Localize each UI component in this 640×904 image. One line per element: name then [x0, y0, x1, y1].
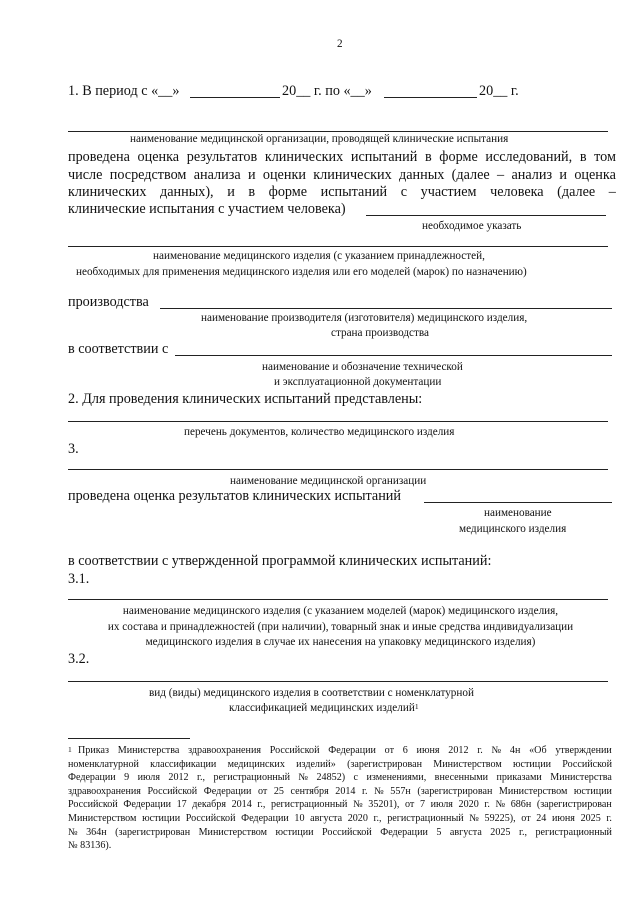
para1-line2: числе посредством анализа и оценки клинических данных (далее – анализ и оценка	[68, 167, 616, 183]
caption-org-trials: наименование медицинской организации, проводящей клинические испытания	[130, 133, 509, 145]
caption-manufacturer-2: страна производства	[331, 327, 430, 339]
period-middle: 20__ г. по «__»	[282, 83, 372, 99]
caption-3-1-2: их состава и принадлежностей (при наличии), товарный знак и иные средства индивидуализации	[107, 621, 574, 633]
footnote-line8: № 83136).	[68, 840, 112, 852]
assessment-blank[interactable]	[424, 502, 612, 503]
item-2-blank[interactable]	[68, 421, 608, 422]
footnote-separator	[68, 738, 190, 739]
specify-blank[interactable]	[366, 215, 606, 216]
caption-list: перечень документов, количество медицинского изделия	[184, 426, 455, 438]
caption-docs-2: и эксплуатационной документации	[274, 376, 442, 388]
footnote-line2: номенклатурной классификации медицинских изделий» (зарегистрирован Министерством юстиции Российской	[68, 758, 612, 770]
period-end-blank[interactable]	[384, 97, 477, 98]
caption-docs-1: наименование и обозначение технической	[262, 361, 463, 373]
item-2-heading: 2. Для проведения клинических испытаний представлены:	[68, 391, 423, 407]
para1-line4: клинические испытания с участием человека)	[68, 201, 346, 217]
footnote-line7: № 364н (зарегистрирован Министерством юстиции Российской Федерации 5 августа 2025 г., регистрационный	[68, 826, 612, 838]
footnote-line5: Российской Федерации 17 декабря 2014 г., регистрационный № 35201), от 7 июля 2020 г. № 686н (зарегистрирован	[68, 799, 612, 811]
caption-device-1: наименование медицинского изделия (с указанием принадлежностей,	[153, 250, 485, 262]
page-number: 2	[337, 38, 343, 50]
caption-must-specify: необходимое указать	[422, 220, 522, 232]
caption-manufacturer-1: наименование производителя (изготовителя) медицинского изделия,	[201, 312, 528, 324]
caption-3-2-2: классификацией медицинских изделий$^1$	[229, 702, 419, 714]
item-3-2-blank[interactable]	[68, 681, 608, 682]
footnote-line1: Приказ Министерства здравоохранения Российской Федерации от 6 июня 2012 г. № 4н «Об утверждении	[78, 745, 612, 756]
caption-name-2: медицинского изделия	[459, 523, 567, 535]
footnote-line4: здравоохранения Российской Федерации от 25 сентября 2014 г. № 557н (зарегистрирован Министерством юстиции	[68, 785, 612, 797]
footnote-marker: 1	[68, 745, 72, 754]
item-3-org-blank[interactable]	[68, 469, 608, 470]
caption-3-1-1: наименование медицинского изделия (с указанием моделей (марок) медицинского изделия,	[122, 605, 559, 617]
caption-3-1-3: медицинского изделия в случае их нанесения на упаковку медицинского изделия)	[145, 636, 536, 648]
period-start-blank[interactable]	[190, 97, 280, 98]
caption-3-2-1: вид (виды) медицинского изделия в соответствии с номенклатурной	[149, 687, 474, 699]
caption-device-2: необходимых для применения медицинского изделия или его моделей (марок) по назначению)	[76, 266, 527, 278]
para1-line3: клинических данных), и в форме испытаний с участием человека (далее –	[68, 184, 616, 200]
period-prefix: 1. В период с «__»	[68, 83, 180, 99]
footnote-line3: Федерации 9 июля 2012 г., регистрационный № 24852) с изменениями, внесенными приказами Министерства	[68, 772, 612, 784]
item-3-heading: 3.	[68, 441, 79, 457]
footnote-reference[interactable]: 1	[414, 702, 419, 711]
documentation-blank[interactable]	[175, 355, 612, 356]
item-3-1-heading: 3.1.	[68, 571, 90, 587]
period-suffix: 20__ г.	[479, 83, 519, 99]
item-3-2-heading: 3.2.	[68, 651, 90, 667]
footnote-line6: Министерством юстиции Российской Федерации 10 августа 2020 г., регистрационный № 59225), от 24 июня 2025 г.	[68, 813, 612, 824]
production-blank[interactable]	[160, 308, 612, 309]
device-name-blank[interactable]	[68, 246, 608, 247]
item-3-1-blank[interactable]	[68, 599, 608, 600]
label-assessment: проведена оценка результатов клинических испытаний	[68, 488, 401, 504]
label-production: производства	[68, 294, 149, 310]
para1-line1: проведена оценка результатов клинических испытаний в форме исследований, в том	[68, 149, 616, 165]
label-according: в соответствии с	[68, 341, 169, 357]
caption-name-1: наименование	[484, 507, 552, 519]
label-program: в соответствии с утвержденной программой клинических испытаний:	[68, 553, 492, 569]
caption-org: наименование медицинской организации	[230, 475, 427, 487]
